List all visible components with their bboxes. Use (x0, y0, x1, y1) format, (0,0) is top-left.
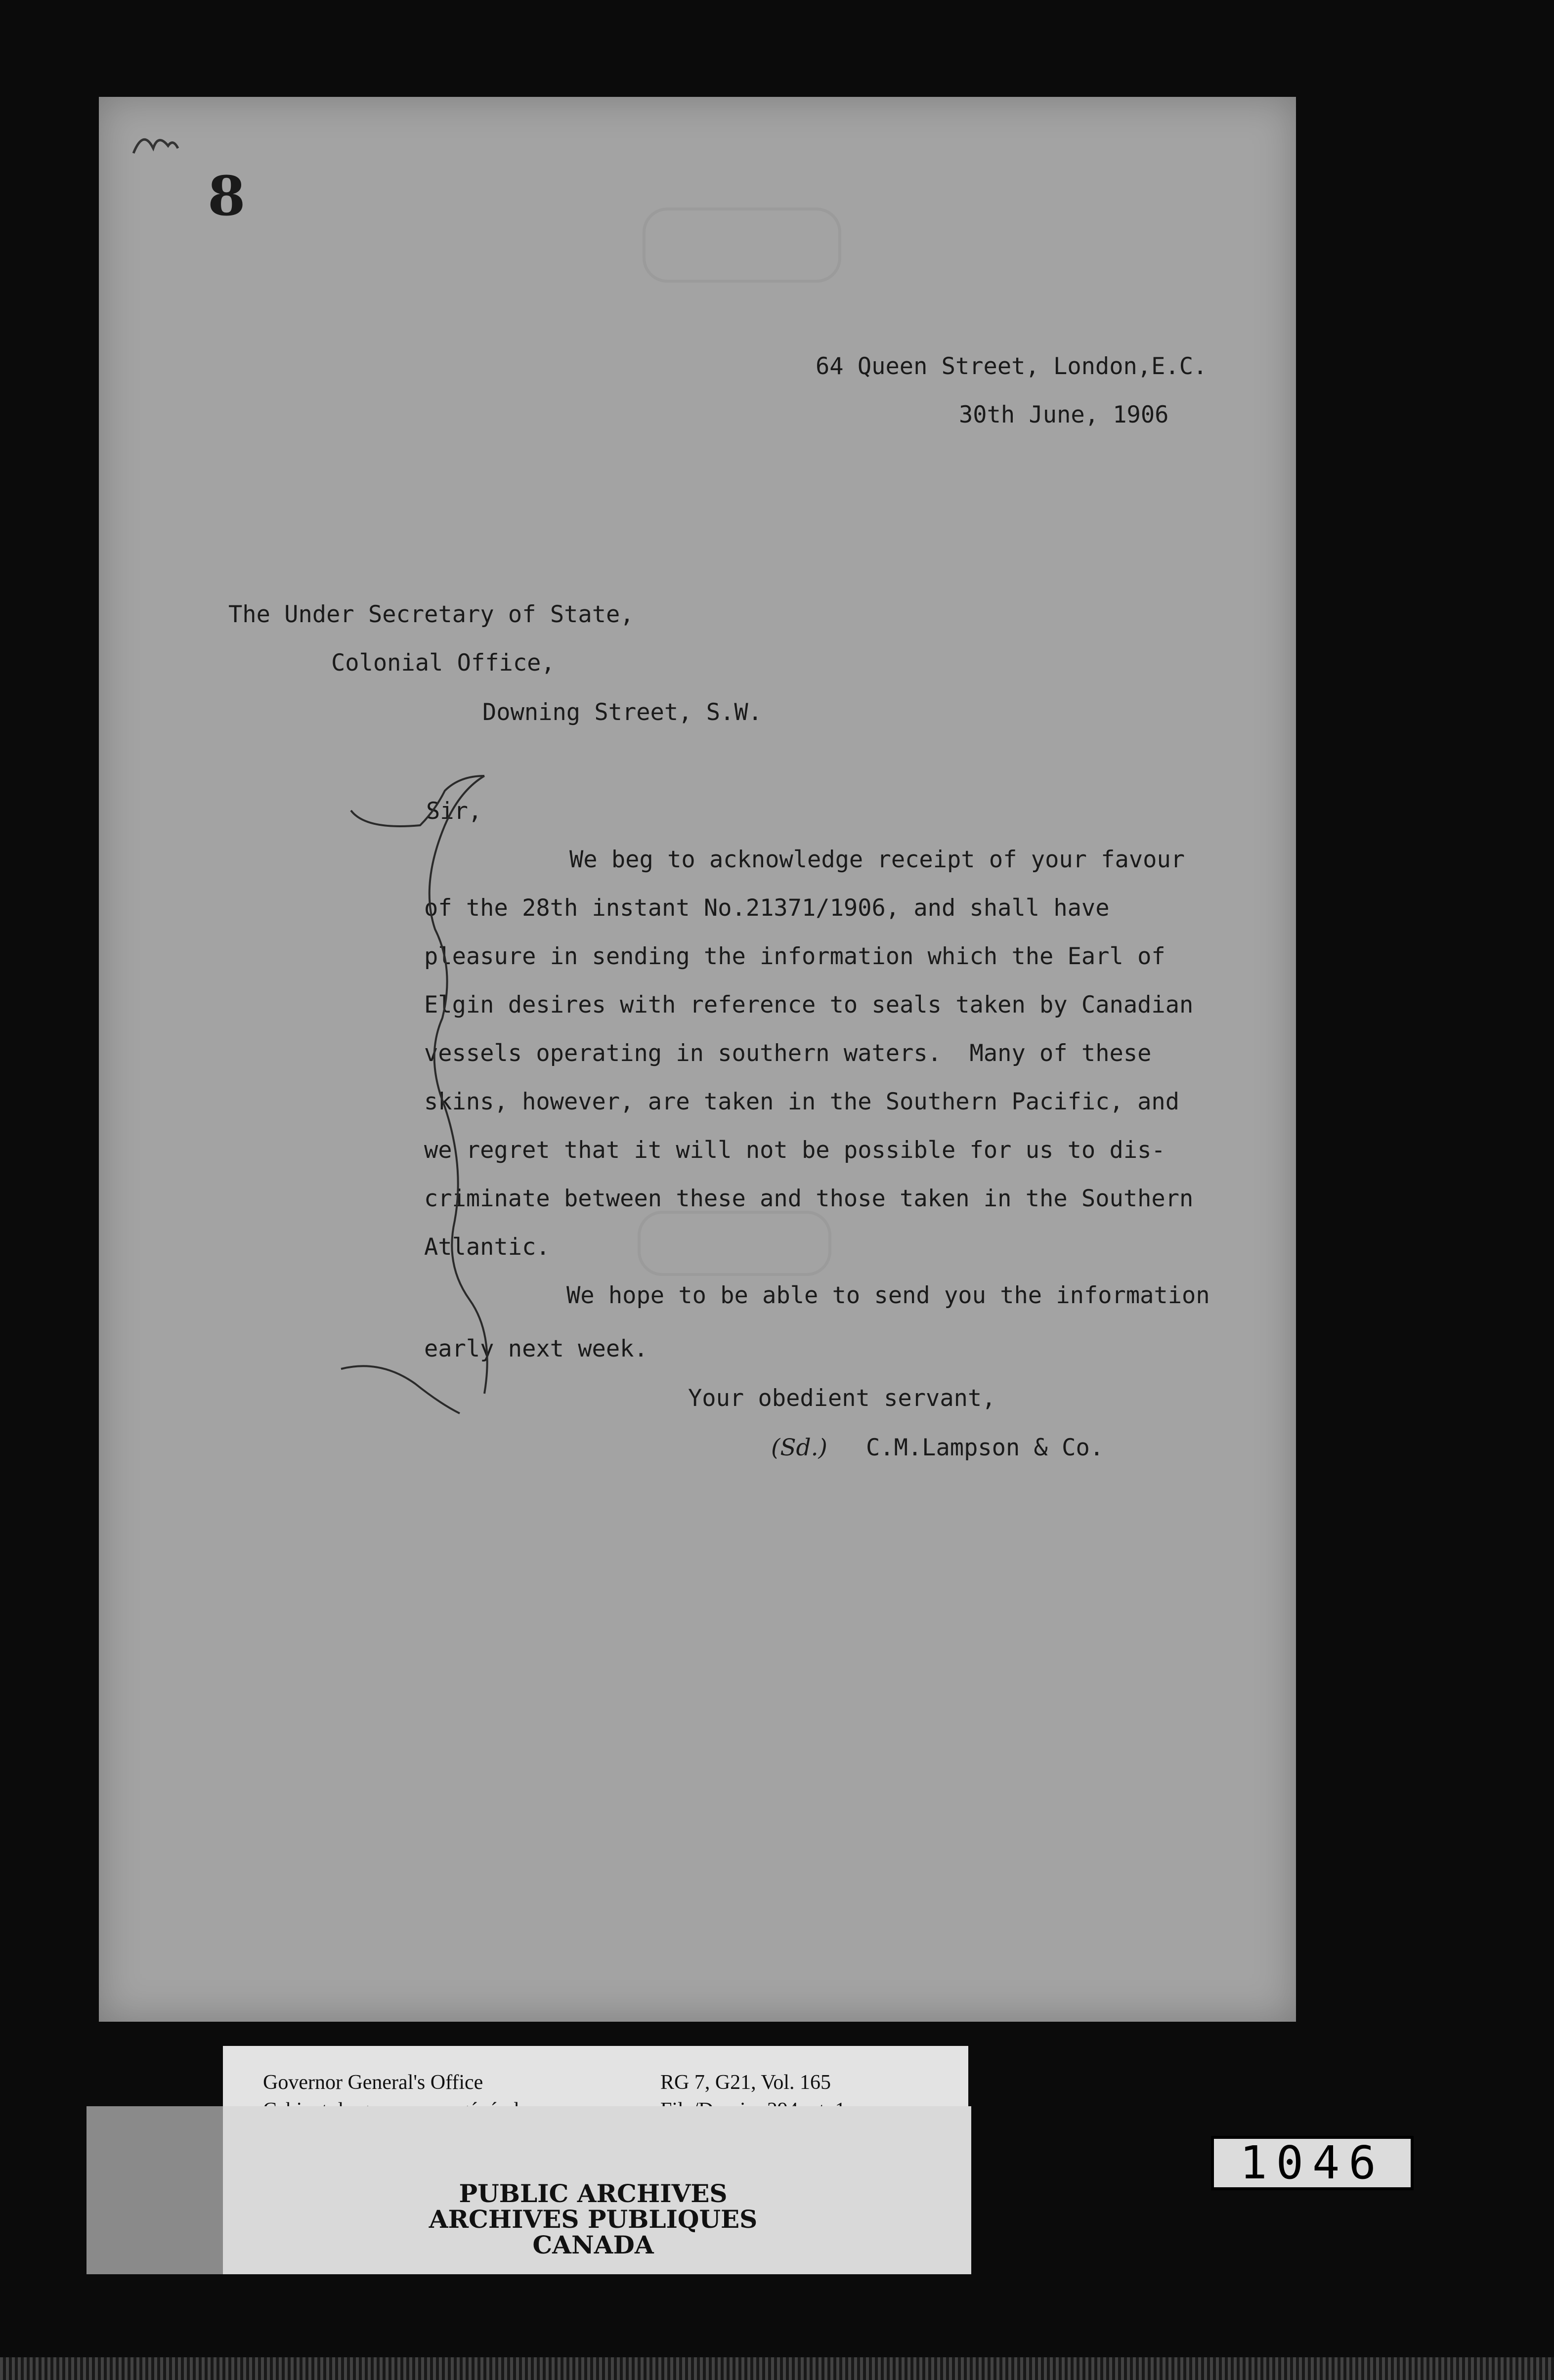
label-office-en: Governor General's Office (263, 2071, 483, 2094)
stamp-line-2: ARCHIVES PUBLIQUES (429, 2205, 758, 2234)
body-line: We beg to acknowledge receipt of your favour (569, 846, 1185, 873)
folio-number: 8 (208, 164, 246, 228)
label-reference: RG 7, G21, Vol. 165 (660, 2071, 831, 2094)
faint-stamp-lower (638, 1211, 831, 1276)
sender-address: 64 Queen Street, London,E.C. (816, 353, 1208, 380)
body-line: skins, however, are taken in the Southern Pacific, and (424, 1088, 1180, 1115)
salutation: Sir, (426, 798, 482, 825)
stamp-line-1: PUBLIC ARCHIVES (459, 2179, 728, 2208)
faint-stamp (643, 208, 841, 283)
letter-date: 30th June, 1906 (959, 401, 1169, 428)
film-edge (0, 2357, 1554, 2380)
pencil-margin-line (336, 761, 583, 1418)
recipient-line-3: Downing Street, S.W. (482, 699, 762, 726)
body-line: pleasure in sending the information which the Earl of (424, 943, 1166, 970)
signed-mark: (Sd.) (771, 1434, 827, 1461)
body-line: vessels operating in southern waters. Many of these (424, 1040, 1152, 1067)
body-line: We hope to be able to send you the information (566, 1282, 1210, 1309)
body-line: early next week. (424, 1335, 648, 1362)
recipient-line-1: The Under Secretary of State, (228, 601, 634, 628)
body-line: criminate between these and those taken in the Southern (424, 1185, 1194, 1212)
signature: C.M.Lampson & Co. (866, 1434, 1104, 1461)
body-line: of the 28th instant No.21371/1906, and shall have (424, 894, 1110, 922)
closing: Your obedient servant, (688, 1385, 996, 1412)
frame-number: 1046 (1211, 2136, 1414, 2190)
recipient-line-2: Colonial Office, (331, 649, 555, 677)
body-line: Atlantic. (424, 1233, 550, 1261)
strip-shadow (86, 2106, 223, 2274)
pencil-stroke (336, 1354, 475, 1423)
stamp-line-3: CANADA (532, 2230, 654, 2259)
body-line: Elgin desires with reference to seals taken by Canadian (424, 991, 1194, 1019)
body-line: we regret that it will not be possible for us to dis- (424, 1137, 1166, 1164)
corner-pencil-mark (129, 119, 188, 168)
